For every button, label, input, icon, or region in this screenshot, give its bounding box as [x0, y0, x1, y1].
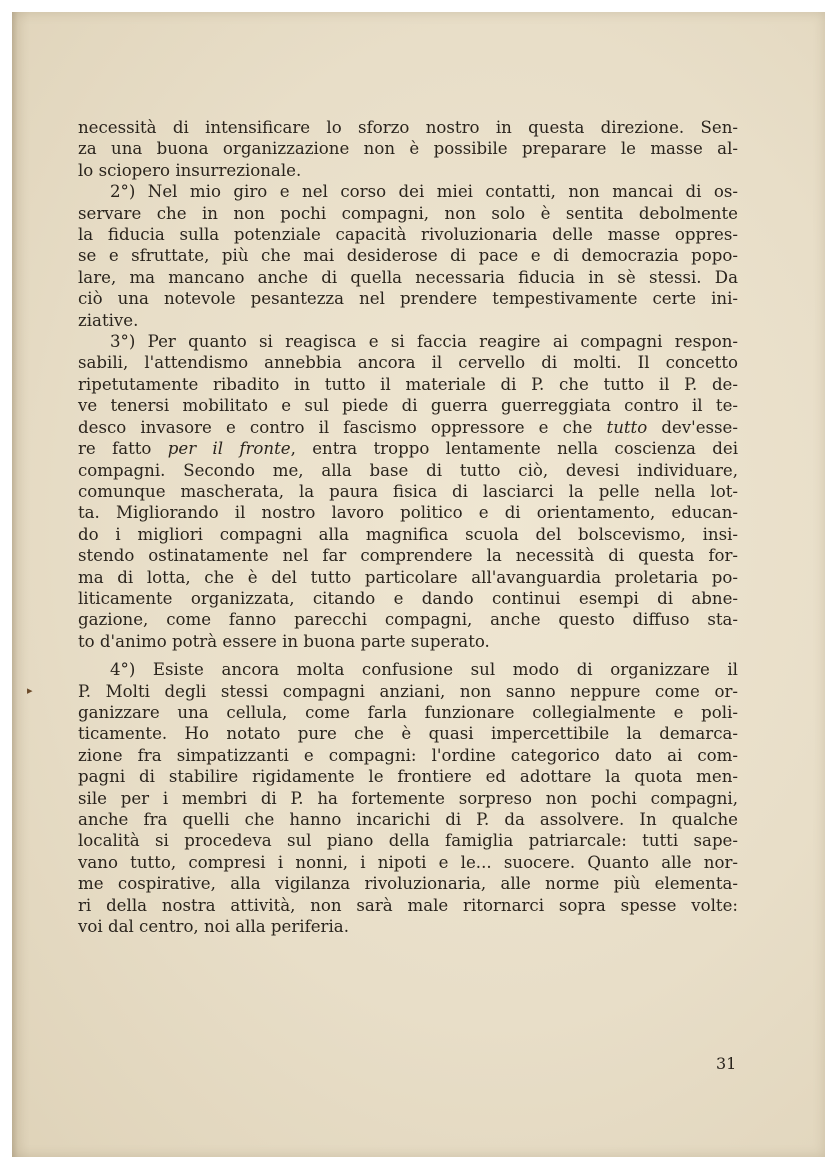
text-line: ma di lotta, che è del tutto particolare all'avanguardia proletaria po- [78, 567, 738, 587]
margin-arrow-mark: ▸ [27, 684, 33, 697]
text-line: ve tenersi mobilitato e sul piede di guerra guerreggiata contro il te- [78, 396, 738, 416]
text-line: ri della nostra attività, non sarà male ritornarci sopra spesse volte: [78, 895, 738, 915]
text-line: P. Molti degli stessi compagni anziani, non sanno neppure come or- [78, 681, 738, 701]
text-line: 3°) Per quanto si reagisca e si faccia reagire ai compagni respon- [110, 332, 738, 352]
text-line: ciò una notevole pesantezza nel prendere tempestivamente certe ini- [78, 289, 738, 309]
text-line: vano tutto, compresi i nonni, i nipoti e le... suocere. Quanto alle nor- [78, 852, 738, 872]
text-line: servare che in non pochi compagni, non solo è sentita debolmente [78, 203, 738, 223]
text-line: gazione, come fanno parecchi compagni, anche questo diffuso sta- [78, 610, 738, 630]
text-line: 4°) Esiste ancora molta confusione sul modo di organizzare il [110, 660, 738, 680]
text-line: sile per i membri di P. ha fortemente sorpreso non pochi compagni, [78, 788, 738, 808]
text-line: ziative. [78, 310, 139, 330]
paragraph-4 [78, 659, 738, 937]
text-line: lo sciopero insurrezionale. [78, 160, 302, 180]
text-line: sabili, l'attendismo annebbia ancora il cervello di molti. Il concetto [78, 353, 738, 373]
text-line: pagni di stabilire rigidamente le frontiere ed adottare la quota men- [78, 767, 738, 787]
text-line: ta. Migliorando il nostro lavoro politico e di orientamento, educan- [78, 503, 738, 523]
text-line: compagni. Secondo me, alla base di tutto ciò, devesi individuare, [78, 460, 738, 480]
text-line: località si procedeva sul piano della famiglia patriarcale: tutti sape- [78, 831, 738, 851]
text-line: se e sfruttate, più che mai desiderose di pace e di democrazia popo- [78, 246, 738, 266]
text-line: desco invasore e contro il fascismo oppressore e che tutto dev'esse- [78, 417, 738, 437]
italic-emphasis: tutto [606, 417, 648, 437]
text-line: comunque mascherata, la paura fisica di lasciarci la pelle nella lot- [78, 481, 738, 501]
text-line: do i migliori compagni alla magnifica scuola del bolscevismo, insi- [78, 524, 738, 544]
text-line: stendo ostinatamente nel far comprendere la necessità di questa for- [78, 546, 738, 566]
text-line: zione fra simpatizzanti e compagni: l'ordine categorico dato ai com- [78, 745, 738, 765]
text-line: ganizzare una cellula, come farla funzionare collegialmente e poli- [78, 702, 738, 722]
text-line: necessità di intensificare lo sforzo nostro in questa direzione. Sen- [78, 118, 738, 137]
paragraph-3 [78, 331, 738, 652]
text-line: ripetutamente ribadito in tutto il materiale di P. che tutto il P. de- [78, 374, 738, 394]
text-line: me cospirative, alla vigilanza rivoluzionaria, alle norme più elementa- [78, 874, 738, 894]
paragraph-1 [78, 117, 738, 181]
body-text [78, 117, 738, 937]
text-line: ticamente. Ho notato pure che è quasi impercettibile la demarca- [78, 724, 738, 744]
paragraph-2 [78, 181, 738, 331]
text-line: 2°) Nel mio giro e nel corso dei miei contatti, non mancai di os- [110, 182, 738, 202]
text-line: anche fra quelli che hanno incarichi di P. da assolvere. In qualche [78, 810, 738, 829]
text-line: liticamente organizzata, citando e dando continui esempi di abne- [78, 588, 738, 608]
text-line: to d'animo potrà essere in buona parte superato. [78, 631, 490, 651]
text-line: voi dal centro, noi alla periferia. [78, 917, 349, 937]
page-number: 31 [716, 1054, 737, 1073]
text-line: lare, ma mancano anche di quella necessaria fiducia in sè stessi. Da [78, 267, 738, 287]
text-line: re fatto per il fronte, entra troppo lentamente nella coscienza dei [78, 439, 738, 459]
text-line: la fiducia sulla potenziale capacità rivoluzionaria delle masse oppres- [78, 225, 738, 245]
text-line: za una buona organizzazione non è possibile preparare le masse al- [78, 139, 738, 159]
italic-emphasis: per il fronte [167, 439, 291, 459]
